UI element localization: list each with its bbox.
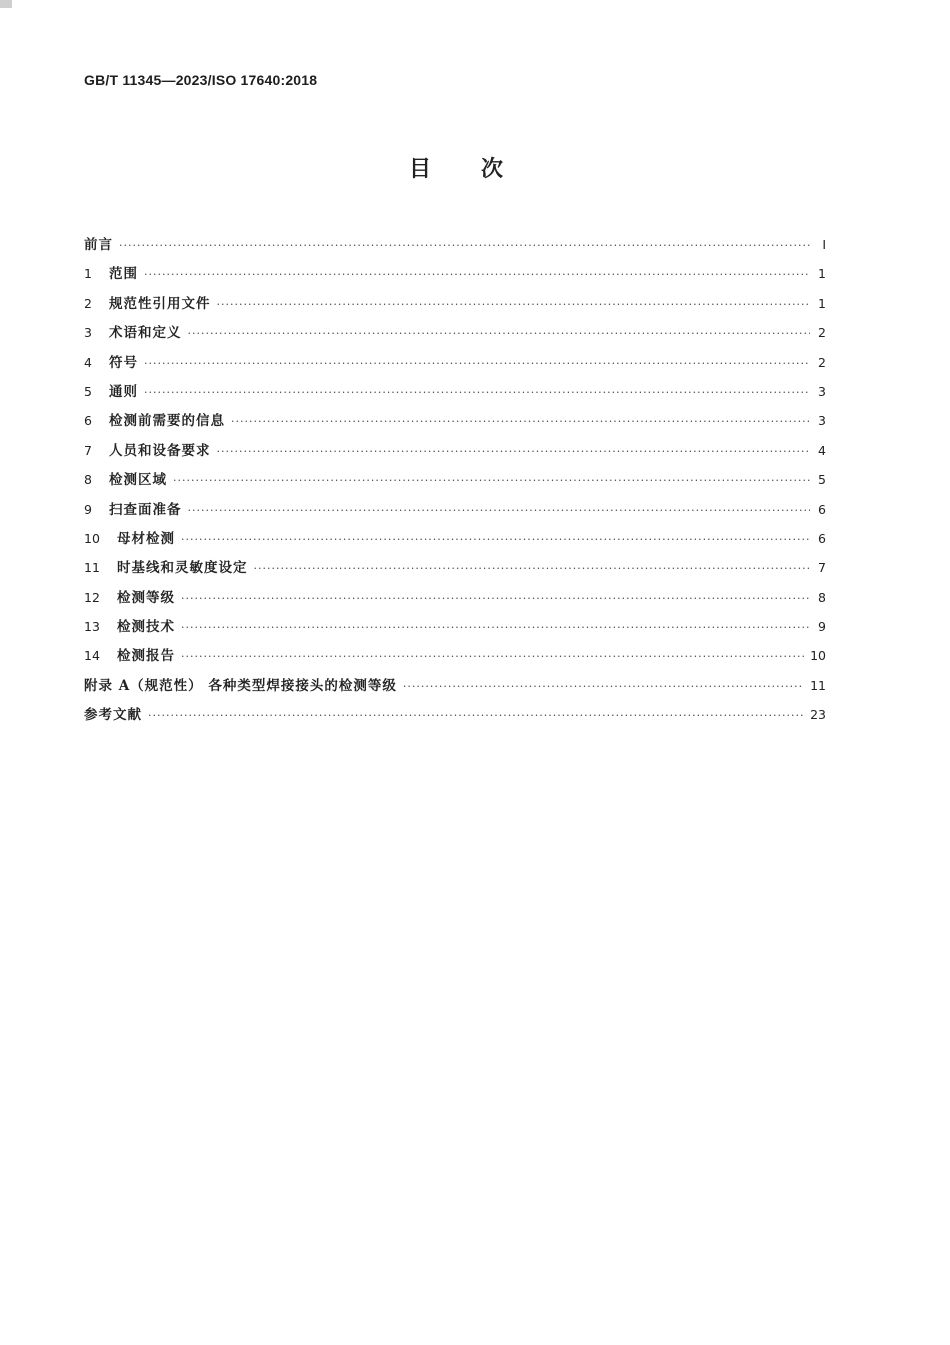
toc-entry-number: 14 [84,648,100,664]
toc-entry[interactable] [84,439,826,468]
toc-entry-page: 11 [810,677,826,693]
toc-entry-number: 4 [84,354,92,370]
toc-entry-page: 3 [818,383,826,399]
toc-entry-page: 3 [818,413,826,429]
toc-entry-label: 扫查面准备 [109,501,182,518]
toc-leader-dots [181,533,810,546]
toc-entry[interactable] [84,380,826,409]
toc-entry-page: 10 [810,648,826,664]
toc-entry-number: 7 [84,442,92,458]
toc-entry[interactable] [84,351,826,380]
toc-entry-page: 1 [818,266,826,282]
toc-entry-number: 11 [84,560,100,576]
standard-number: GB/T 11345—2023/ISO 17640:2018 [84,72,318,88]
toc-entry[interactable] [84,409,826,438]
toc-entry-label: 参考文献 [84,707,142,724]
toc-entry-page: 9 [818,619,826,635]
toc-entry[interactable] [84,703,826,732]
toc-leader-dots [144,357,810,370]
toc-entry-label: 术语和定义 [109,325,182,342]
toc-leader-dots [188,327,811,340]
toc-entry-page: 7 [818,560,826,576]
toc-entry-page: 1 [818,295,826,311]
toc-leader-dots [181,650,804,663]
toc-entry-label: 母材检测 [117,530,175,547]
toc-entry-label: 时基线和灵敏度设定 [117,560,248,577]
toc-leader-dots [188,504,811,517]
toc-entry-label: 检测前需要的信息 [109,413,225,430]
toc-entry[interactable] [84,674,826,703]
toc-entry-page: 8 [818,589,826,605]
toc-entry-page: 23 [810,707,826,723]
toc-entry-label: 符号 [109,354,138,371]
toc-entry-label: 附录 A（规范性） 各种类型焊接接头的检测等级 [84,677,397,694]
toc-leader-dots [144,268,810,281]
toc-entry[interactable] [84,586,826,615]
toc-entry-label: 通则 [109,383,138,400]
toc-entry-label: 检测技术 [117,619,175,636]
toc-entry[interactable] [84,615,826,644]
toc-leader-dots [148,709,804,722]
toc-entry[interactable] [84,262,826,291]
toc-entry-number: 13 [84,619,100,635]
toc-leader-dots [217,445,811,458]
toc-entry-page: 5 [818,472,826,488]
scan-corner-mark [0,0,12,8]
toc-entry[interactable] [84,321,826,350]
toc-entry[interactable] [84,556,826,585]
toc-entry-page: 2 [818,325,826,341]
toc-entry-label: 检测区域 [109,472,167,489]
page-title: 目次 [408,156,553,182]
toc-entry-label: 范围 [109,266,138,283]
toc-entry-number: 6 [84,413,92,429]
toc-entry[interactable] [84,527,826,556]
toc-entry-number: 8 [84,472,92,488]
toc-entry-page: 4 [818,442,826,458]
toc-leader-dots [181,621,810,634]
toc-entry-page: I [822,237,826,252]
toc-leader-dots [181,592,810,605]
toc-entry[interactable] [84,498,826,527]
toc-entry[interactable] [84,644,826,673]
toc-entry-number: 9 [84,501,92,517]
toc-entry-number: 3 [84,325,92,341]
table-of-contents [84,233,826,733]
toc-entry-number: 2 [84,295,92,311]
toc-entry-number: 12 [84,589,100,605]
toc-entry-label: 检测报告 [117,648,175,665]
toc-leader-dots [403,680,804,693]
toc-entry-page: 2 [818,354,826,370]
toc-entry-page: 6 [818,530,826,546]
toc-leader-dots [231,415,810,428]
toc-leader-dots [173,474,810,487]
toc-entry[interactable] [84,468,826,497]
toc-entry-number: 1 [84,266,92,282]
toc-entry-label: 人员和设备要求 [109,442,211,459]
toc-leader-dots [217,298,811,311]
toc-leader-dots [119,239,810,252]
toc-leader-dots [144,386,810,399]
toc-entry-number: 5 [84,383,92,399]
toc-leader-dots [254,562,811,575]
toc-entry-page: 6 [818,501,826,517]
toc-entry[interactable] [84,233,826,262]
toc-entry-label: 前言 [84,237,113,253]
toc-entry[interactable] [84,292,826,321]
toc-entry-label: 检测等级 [117,589,175,606]
toc-entry-label: 规范性引用文件 [109,295,211,312]
toc-entry-number: 10 [84,530,100,546]
